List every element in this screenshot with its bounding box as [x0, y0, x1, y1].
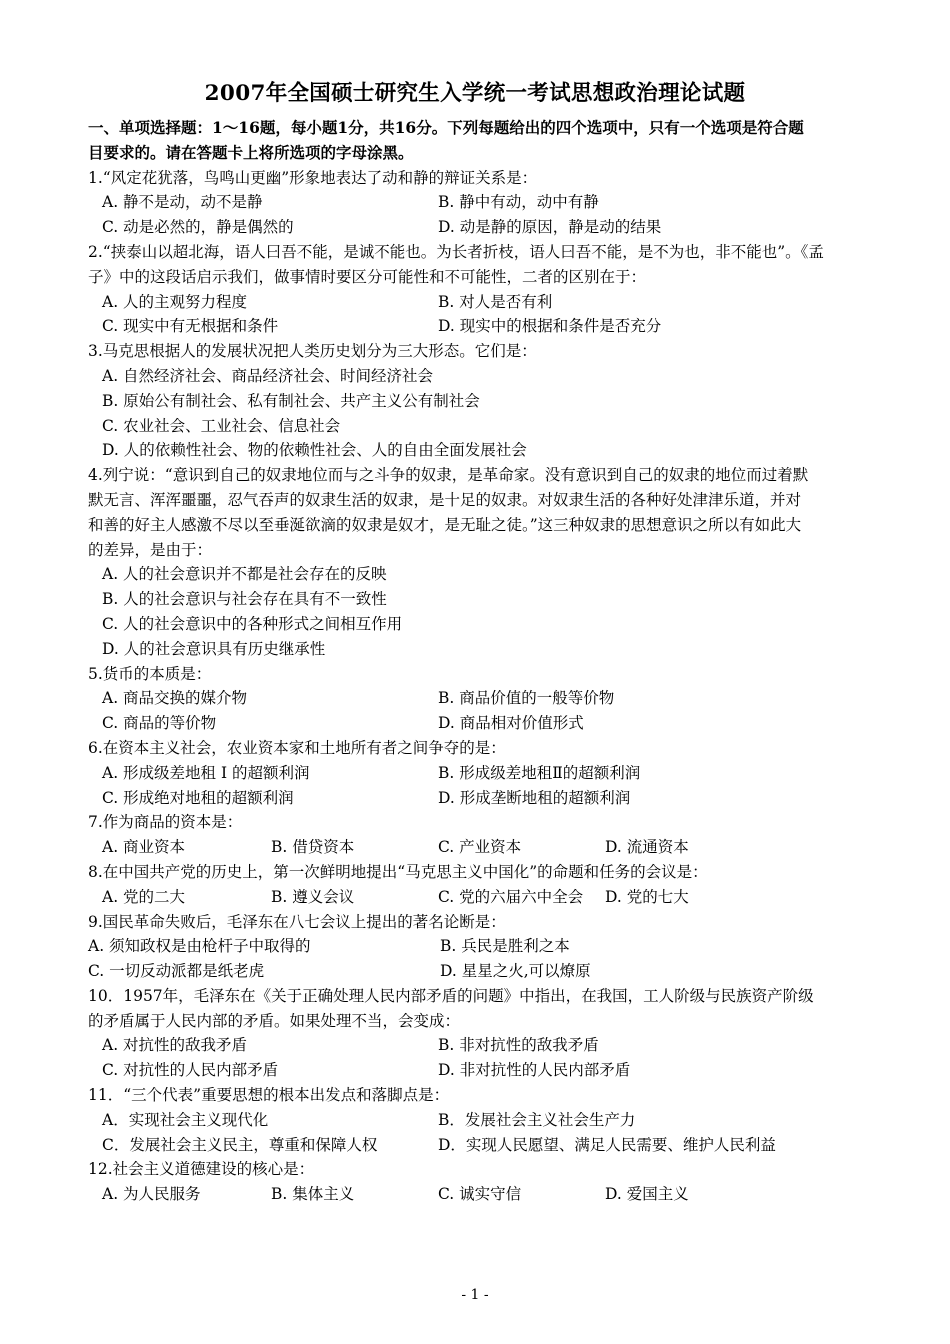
option-c: C. 产业资本: [438, 838, 522, 857]
question-stem: 子》中的这段话启示我们，做事情时要区分可能性和不可能性，二者的区别在于：: [88, 267, 647, 286]
options-row: [88, 290, 868, 315]
option-d: D. 非对抗性的人民内部矛盾: [438, 1061, 631, 1080]
option-d: D. 党的七大: [605, 887, 689, 906]
options-row: [88, 637, 868, 662]
options-row: [88, 414, 868, 439]
option-b: B. 集体主义: [271, 1185, 355, 1204]
options-row: [88, 215, 868, 240]
option-b: B. 商品价值的一般等价物: [438, 689, 615, 708]
options-row: [88, 835, 868, 860]
options-row: [88, 959, 868, 984]
option-c: C. 动是必然的，静是偶然的: [102, 218, 294, 237]
option-b: B. 非对抗性的敌我矛盾: [438, 1036, 599, 1055]
options-row: [88, 1182, 868, 1207]
question-8: [88, 860, 868, 910]
option-b: B. 人的社会意识与社会存在具有不一致性: [102, 590, 387, 609]
options-row: [88, 1033, 868, 1058]
option-c: C．发展社会主义民主，尊重和保障人权: [102, 1135, 378, 1154]
question-12: [88, 1157, 868, 1207]
question-stem: 1.“风定花犹落，鸟鸣山更幽”形象地表达了动和静的辩证关系是：: [88, 168, 538, 187]
options-row: [88, 190, 868, 215]
option-a: A. 须知政权是由枪杆子中取得的: [88, 937, 311, 956]
options-row: [88, 1058, 868, 1083]
question-11: [88, 1083, 868, 1157]
question-stem: 6.在资本主义社会，农业资本家和土地所有者之间争夺的是：: [88, 738, 506, 757]
option-c: C. 人的社会意识中的各种形式之间相互作用: [102, 614, 403, 633]
question-stem: 9.国民革命失败后，毛泽东在八七会议上提出的著名论断是：: [88, 912, 506, 931]
question-stem: 3.马克思根据人的发展状况把人类历史划分为三大形态。它们是：: [88, 342, 537, 361]
option-b: B. 兵民是胜利之本: [440, 937, 570, 956]
option-c: C. 一切反动派都是纸老虎: [88, 962, 265, 981]
question-stem: 8.在中国共产党的历史上，第一次鲜明地提出“马克思主义中国化”的命题和任务的会议是：: [88, 862, 708, 881]
question-9: [88, 910, 868, 984]
option-b: B. 形成级差地租Ⅱ的超额利润: [438, 763, 641, 782]
options-row: [88, 686, 868, 711]
options-row: [88, 612, 868, 637]
options-row: [88, 1133, 868, 1158]
options-row: [88, 761, 868, 786]
options-row: [88, 934, 868, 959]
options-row: [88, 562, 868, 587]
options-row: [88, 587, 868, 612]
option-a: A．实现社会主义现代化: [102, 1110, 269, 1129]
question-stem: 11．“三个代表”重要思想的根本出发点和落脚点是：: [88, 1086, 450, 1105]
option-d: D. 流通资本: [605, 838, 689, 857]
option-b: B. 原始公有制社会、私有制社会、共产主义公有制社会: [102, 391, 480, 410]
option-b: B．发展社会主义社会生产力: [438, 1110, 636, 1129]
section-heading-line-1: 一、单项选择题：1～16题，每小题1分，共16分。下列每题给出的四个选项中，只有一个选项是符合题: [88, 118, 804, 137]
question-stem: 5.货币的本质是：: [88, 664, 212, 683]
option-a: A. 人的主观努力程度: [102, 292, 248, 311]
option-c: C. 诚实守信: [438, 1185, 522, 1204]
question-3: [88, 339, 868, 463]
options-row: [88, 389, 868, 414]
question-stem: 4.列宁说：“意识到自己的奴隶地位而与之斗争的奴隶，是革命家。没有意识到自己的奴隶的地位而过着默: [88, 466, 809, 485]
question-5: [88, 662, 868, 736]
option-b: B. 静中有动，动中有静: [438, 193, 599, 212]
options-row: [88, 1108, 868, 1133]
option-b: B. 遵义会议: [271, 887, 355, 906]
options-row: [88, 438, 868, 463]
option-b: B. 对人是否有利: [438, 292, 553, 311]
question-10: [88, 984, 868, 1083]
section-heading-line-2: 目要求的。请在答题卡上将所选项的字母涂黑。: [88, 142, 414, 162]
option-a: A. 静不是动，动不是静: [102, 193, 263, 212]
option-a: A. 党的二大: [102, 887, 186, 906]
option-d: D. 现实中的根据和条件是否充分: [438, 317, 662, 336]
option-d: D. 爱国主义: [605, 1185, 689, 1204]
question-stem: 的差异，是由于：: [88, 540, 213, 559]
options-row: [88, 885, 868, 910]
page-number: - 1 -: [461, 1287, 489, 1303]
option-c: C. 农业社会、工业社会、信息社会: [102, 416, 341, 435]
option-c: C. 形成绝对地租的超额利润: [102, 788, 294, 807]
option-a: A. 商品交换的媒介物: [102, 689, 248, 708]
option-d: D. 星星之火,可以燎原: [440, 962, 591, 981]
option-c: C. 现实中有无根据和条件: [102, 317, 279, 336]
option-a: A. 对抗性的敌我矛盾: [102, 1036, 248, 1055]
question-stem: 7.作为商品的资本是：: [88, 813, 243, 832]
options-row: [88, 364, 868, 389]
question-stem: 10．1957年，毛泽东在《关于正确处理人民内部矛盾的问题》中指出，在我国，工人阶级与民族资产阶级: [88, 986, 814, 1005]
options-row: [88, 786, 868, 811]
option-a: A. 人的社会意识并不都是社会存在的反映: [102, 565, 387, 584]
question-stem: 和善的好主人感激不尽以至垂涎欲滴的奴隶是奴才，是无耻之徒。”这三种奴隶的思想意识之所以有如此大: [88, 515, 802, 534]
question-6: [88, 736, 868, 810]
option-d: D. 人的依赖性社会、物的依赖性社会、人的自由全面发展社会: [102, 441, 527, 460]
option-d: D. 人的社会意识具有历史继承性: [102, 639, 326, 658]
options-row: [88, 314, 868, 339]
option-a: A. 形成级差地租 I 的超额利润: [102, 763, 310, 782]
exam-body: [88, 116, 868, 1207]
option-d: D. 形成垄断地租的超额利润: [438, 788, 631, 807]
option-a: A. 商业资本: [102, 838, 186, 857]
option-c: C. 商品的等价物: [102, 714, 217, 733]
question-stem: 默无言、浑浑噩噩，忍气吞声的奴隶生活的奴隶，是十足的奴隶。对奴隶生活的各种好处津津乐道，并对: [88, 490, 802, 509]
question-2: [88, 240, 868, 339]
options-row: [88, 711, 868, 736]
question-stem: 的矛盾属于人民内部的矛盾。如果处理不当，会变成：: [88, 1011, 461, 1030]
option-c: C. 党的六届六中全会: [438, 887, 584, 906]
question-4: [88, 463, 868, 661]
option-d: D. 商品相对价值形式: [438, 714, 584, 733]
question-stem: 2.“挟泰山以超北海，语人曰吾不能，是诚不能也。为长者折枝，语人曰吾不能，是不为也，非不能也”。《孟: [88, 242, 824, 261]
question-stem: 12.社会主义道德建设的核心是：: [88, 1160, 315, 1179]
option-b: B. 借贷资本: [271, 838, 355, 857]
option-d: D．实现人民愿望、满足人民需要、维护人民利益: [438, 1135, 776, 1154]
question-7: [88, 810, 868, 860]
option-c: C. 对抗性的人民内部矛盾: [102, 1061, 279, 1080]
option-d: D. 动是静的原因，静是动的结果: [438, 218, 662, 237]
option-a: A. 自然经济社会、商品经济社会、时间经济社会: [102, 366, 434, 385]
question-1: [88, 166, 868, 240]
page-title: 2007年全国硕士研究生入学统一考试思想政治理论试题: [204, 81, 746, 106]
option-a: A. 为人民服务: [102, 1185, 201, 1204]
